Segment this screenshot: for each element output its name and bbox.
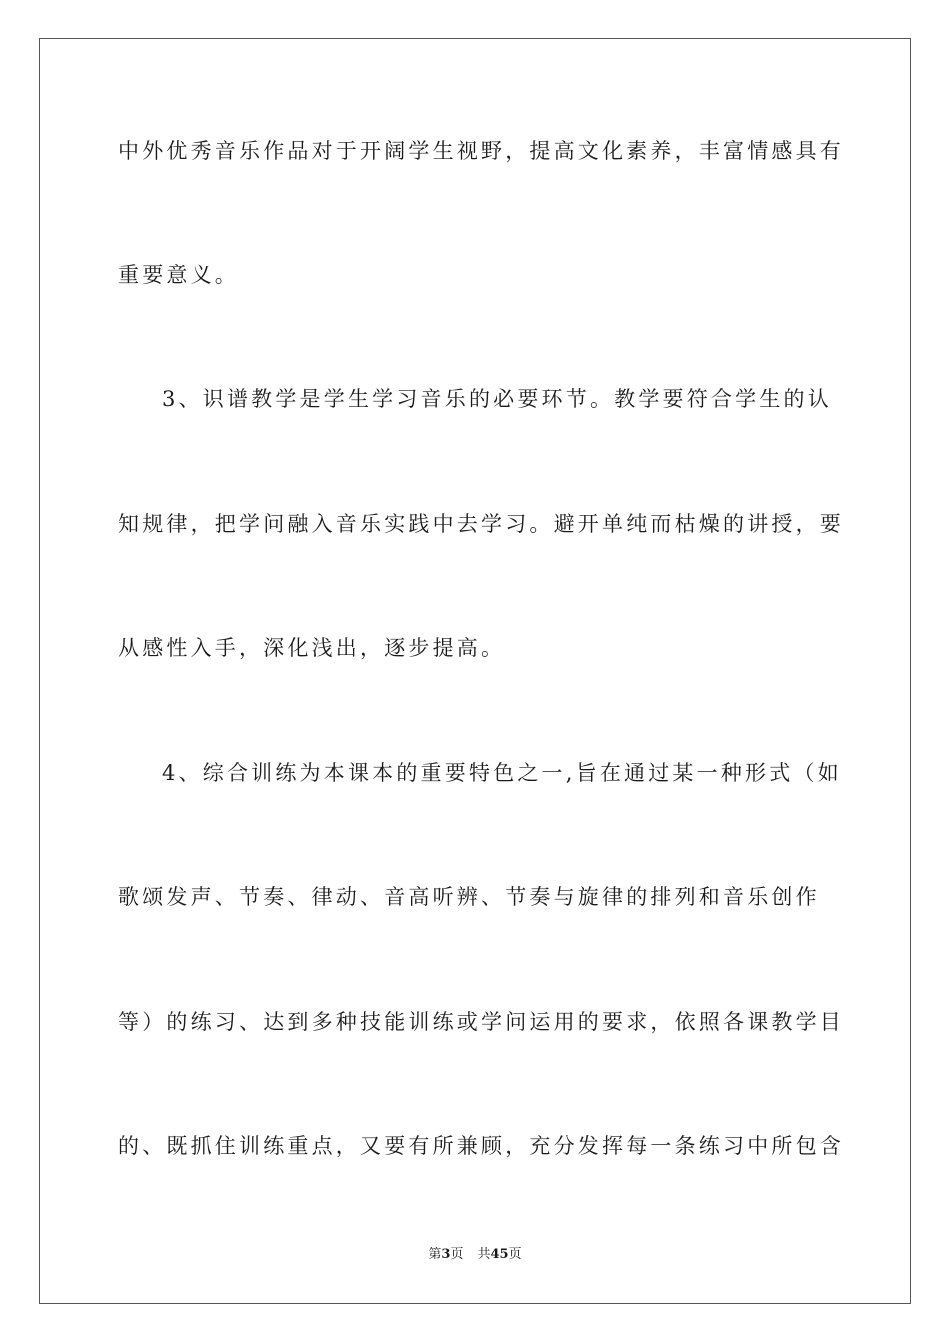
page-unit: 页: [450, 1247, 464, 1262]
text-line: 等）的练习、达到多种技能训练或学问运用的要求，依照各课教学目: [118, 1010, 844, 1034]
total-unit: 页: [508, 1247, 522, 1262]
page-current: 3: [441, 1247, 451, 1262]
text-line: 知规律，把学问融入音乐实践中去学习。避开单纯而枯燥的讲授，要: [118, 512, 844, 536]
text-line: 从感性入手，深化浅出，逐步提高。: [118, 636, 506, 660]
page-total: 45: [490, 1247, 509, 1262]
page-border: [39, 38, 911, 1304]
page-prefix: 第: [428, 1247, 442, 1262]
text-line: 歌颂发声、节奏、律动、音高听辨、节奏与旋律的排列和音乐创作: [118, 885, 820, 909]
page-footer: [0, 1246, 950, 1264]
text-line: 的、既抓住训练重点，又要有所兼顾，充分发挥每一条练习中所包含: [118, 1134, 844, 1158]
text-line: 3、识谱教学是学生学习音乐的必要环节。教学要符合学生的认: [162, 387, 832, 411]
text-line: 重要意义。: [118, 263, 239, 287]
text-line: 中外优秀音乐作品对于开阔学生视野，提高文化素养，丰富情感具有: [118, 139, 844, 163]
total-prefix: 共: [477, 1247, 491, 1262]
text-line: 4、综合训练为本课本的重要特色之一,旨在通过某一种形式（如: [162, 761, 842, 785]
